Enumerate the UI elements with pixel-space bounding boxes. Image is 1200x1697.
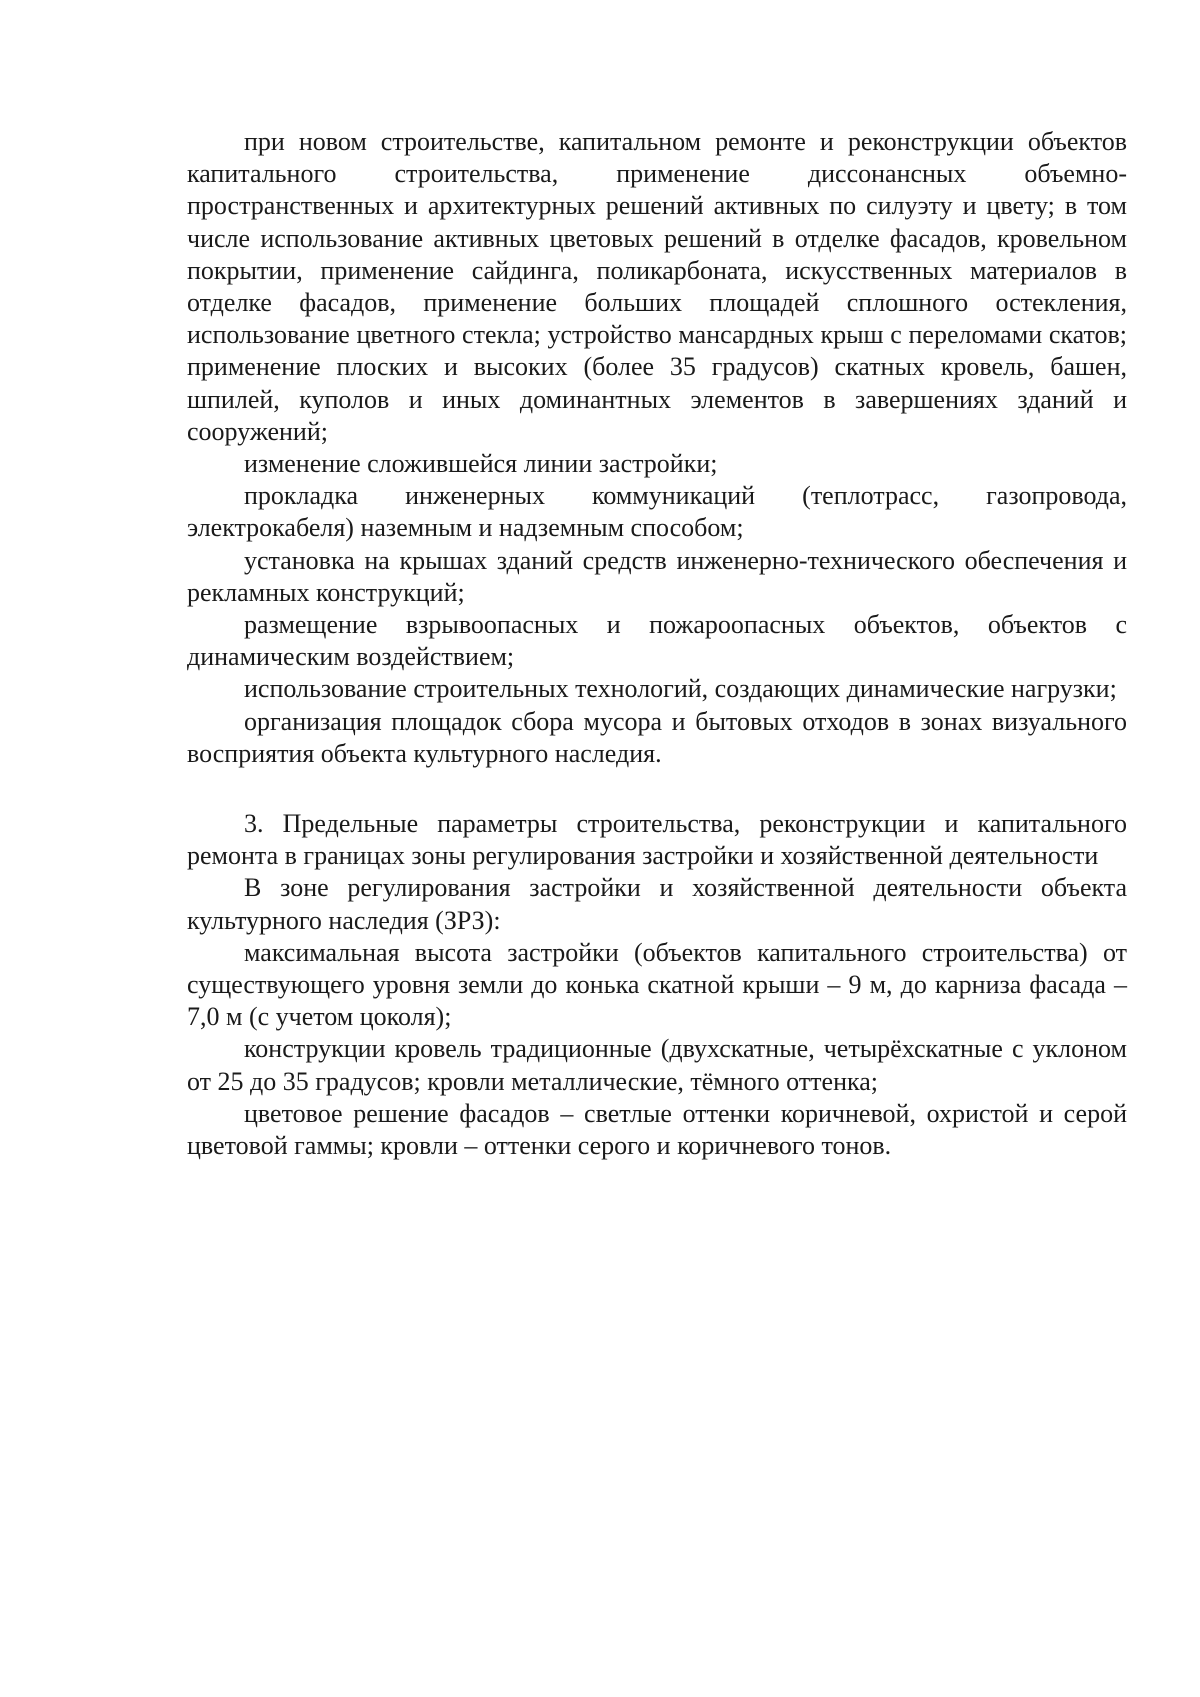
restriction-paragraph: установка на крышах зданий средств инженерно-технического обеспечения и рекламных конструкций; [187,545,1127,607]
document-body [187,126,1127,1162]
restriction-paragraph: организация площадок сбора мусора и бытовых отходов в зонах визуального восприятия объекта культурного наследия. [187,706,1127,768]
section-3-paragraph: конструкции кровель традиционные (двухскатные, четырёхскатные с уклоном от 25 до 35 градусов; кровли металлические, тёмного оттенка; [187,1034,1127,1096]
section-3-paragraph: В зоне регулирования застройки и хозяйственной деятельности объекта культурного наследия (ЗРЗ): [187,873,1127,935]
restriction-paragraph: прокладка инженерных коммуникаций (теплотрасс, газопровода, электрокабеля) наземным и надземным способом; [187,481,1127,543]
section-3-paragraph: максимальная высота застройки (объектов капитального строительства) от существующего уровня земли до конька скатной крыши – 9 м, до карниза фасада – 7,0 м (с учетом цоколя); [187,937,1127,1032]
restriction-paragraph: при новом строительстве, капитальном ремонте и реконструкции объектов капитального строительства, применение диссонансных объемно-пространственных и архитектурных решений активных по силуэту и цвету; в том числе использование активных цветовых решений в отделке фасадов, кровельном покрытии, применение сайдинга, поликарбоната, искусственных материалов в отделке фасадов, применение больших площадей сплошного остекления, использование цветного стекла; устройство мансардных крыш с переломами скатов; применение плоских и высоких (более 35 градусов) скатных кровель, башен, шпилей, куполов и иных доминантных элементов в завершениях зданий и сооружений; [187,127,1127,446]
restriction-paragraph: размещение взрывоопасных и пожароопасных объектов, объектов с динамическим воздействием; [187,610,1127,672]
restriction-paragraph: использование строительных технологий, создающих динамические нагрузки; [244,674,1117,704]
section-3-paragraph: цветовое решение фасадов – светлые оттенки коричневой, охристой и серой цветовой гаммы; кровли – оттенки серого и коричневого тонов. [187,1098,1127,1161]
section-3-heading: 3. Предельные параметры строительства, реконструкции и капитального ремонта в границах зоны регулирования застройки и хозяйственной деятельности [187,809,1127,871]
restriction-paragraph: изменение сложившейся линии застройки; [244,449,718,479]
